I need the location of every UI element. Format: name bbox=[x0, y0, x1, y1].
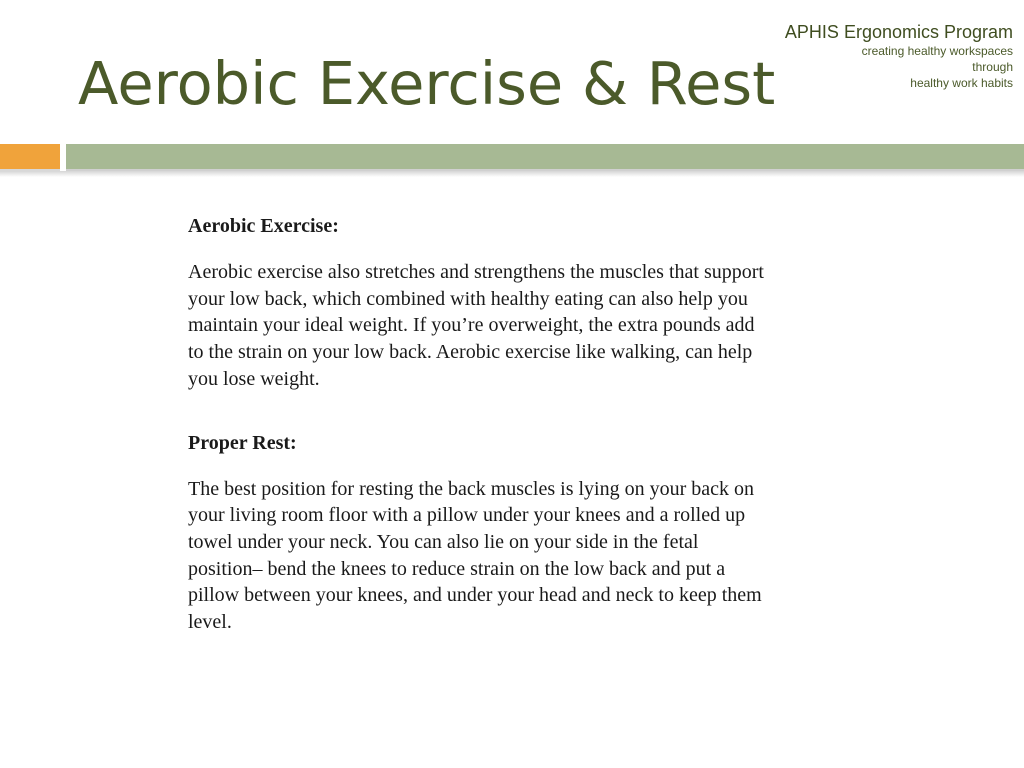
text-line: Aerobic exercise also stretches and strengthens the muscles that support bbox=[188, 261, 764, 283]
text-line: level. bbox=[188, 611, 232, 634]
tagline-line: healthy work habits bbox=[910, 76, 1013, 90]
text-line: maintain your ideal weight. If you’re overweight, the extra pounds add bbox=[188, 314, 755, 337]
section-paragraph bbox=[188, 476, 868, 636]
section-paragraph bbox=[188, 259, 868, 393]
section-heading: Proper Rest: bbox=[188, 431, 297, 454]
text-line: your low back, which combined with healthy eating can also help you bbox=[188, 287, 748, 310]
header-rule-shadow bbox=[0, 171, 1024, 177]
slide-content bbox=[188, 211, 868, 636]
section-spacer bbox=[188, 393, 868, 428]
aerobic-exercise-section bbox=[188, 211, 868, 393]
text-line: towel under your neck. You can also lie on your side in the fetal bbox=[188, 530, 699, 553]
accent-bar bbox=[0, 144, 60, 171]
text-line: The best position for resting the back muscles is lying on your back on bbox=[188, 477, 755, 500]
text-line: you lose weight. bbox=[188, 367, 320, 390]
text-line: your living room floor with a pillow under your knees and a rolled up bbox=[188, 504, 746, 527]
text-line: to the strain on your low back. Aerobic exercise like walking, can help bbox=[188, 341, 753, 364]
tagline-line: creating healthy workspaces bbox=[861, 44, 1013, 58]
tagline-line: through bbox=[972, 60, 1013, 74]
header-rule-bar bbox=[66, 144, 1024, 171]
text-line: position– bend the knees to reduce strain on the low back and put a bbox=[188, 557, 726, 580]
program-name: APHIS Ergonomics Program bbox=[784, 22, 1013, 42]
slide-title: Aerobic Exercise & Rest bbox=[78, 49, 776, 118]
text-line: pillow between your knees, and under your head and neck to keep them bbox=[188, 584, 762, 607]
section-heading: Aerobic Exercise: bbox=[188, 215, 339, 237]
program-tagline bbox=[785, 43, 1013, 91]
proper-rest-section bbox=[188, 428, 868, 636]
program-header bbox=[785, 21, 1013, 91]
